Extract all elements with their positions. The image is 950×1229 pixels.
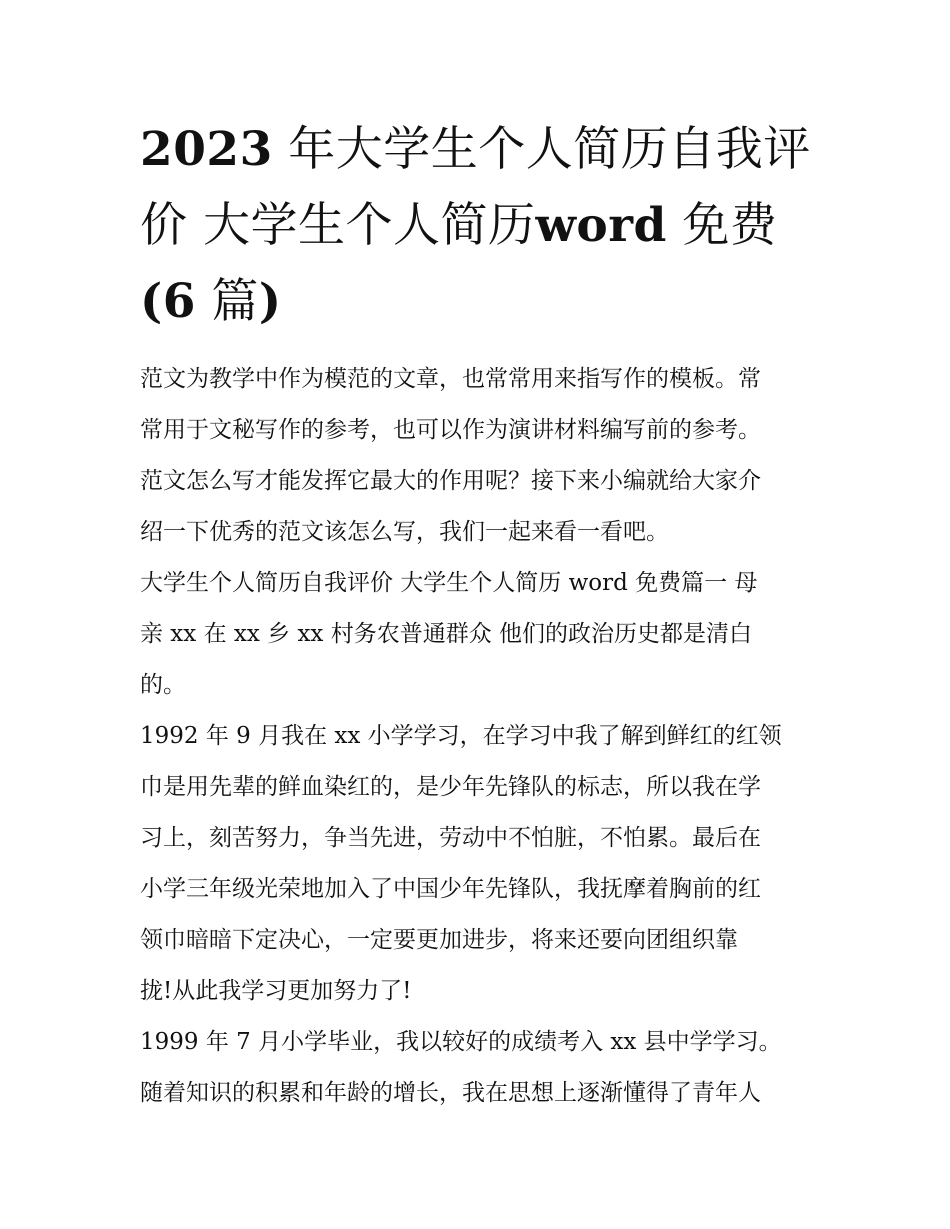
body-line: 常用于文秘写作的参考，也可以作为演讲材料编写前的参考。 xyxy=(140,417,761,443)
body-line: 范文为教学中作为模范的文章，也常常用来指写作的模板。常 xyxy=(140,366,761,392)
body-line: 拢!从此我学习更加努力了! xyxy=(140,978,412,1004)
title-run: 免费 xyxy=(666,198,778,253)
title-run: word xyxy=(535,198,667,253)
body-line: 领巾暗暗下定决心，一定要更加进步，将来还要向团组织靠 xyxy=(140,927,738,953)
title-run: 价 大学生个人简历 xyxy=(140,198,536,253)
body-line: 绍一下优秀的范文该怎么写，我们一起来看一看吧。 xyxy=(140,519,669,545)
title-run: 年大学生个人简历自我评 xyxy=(272,122,811,177)
body-line: 1999 年 7 月小学毕业，我以较好的成绩考入 xx 县中学学习。 xyxy=(140,1029,782,1055)
title-line xyxy=(140,188,820,264)
body-line: 大学生个人简历自我评价 大学生个人简历 word 免费篇一 母 xyxy=(140,570,758,596)
title-run: (6 xyxy=(140,274,196,329)
body-line: 1992 年 9 月我在 xx 小学学习，在学习中我了解到鲜红的红领 xyxy=(140,723,782,749)
title-line xyxy=(140,264,820,340)
document-body xyxy=(140,354,820,1119)
title-line xyxy=(140,112,820,188)
title-run: 2023 xyxy=(140,122,273,177)
document-title xyxy=(140,112,820,340)
body-line: 亲 xx 在 xx 乡 xx 村务农普通群众 他们的政治历史都是清白 xyxy=(140,621,753,647)
body-line: 的。 xyxy=(140,672,186,698)
body-line: 范文怎么写才能发挥它最大的作用呢？接下来小编就给大家介 xyxy=(140,468,761,494)
body-line: 巾是用先辈的鲜血染红的，是少年先锋队的标志，所以我在学 xyxy=(140,774,761,800)
body-line: 习上，刻苦努力，争当先进，劳动中不怕脏，不怕累。最后在 xyxy=(140,825,761,851)
document-content xyxy=(140,112,820,1119)
body-line: 随着知识的积累和年龄的增长，我在思想上逐渐懂得了青年人 xyxy=(140,1080,761,1106)
title-run: ) xyxy=(258,274,282,329)
body-line: 小学三年级光荣地加入了中国少年先锋队，我抚摩着胸前的红 xyxy=(140,876,761,902)
title-run: 篇 xyxy=(195,274,259,329)
